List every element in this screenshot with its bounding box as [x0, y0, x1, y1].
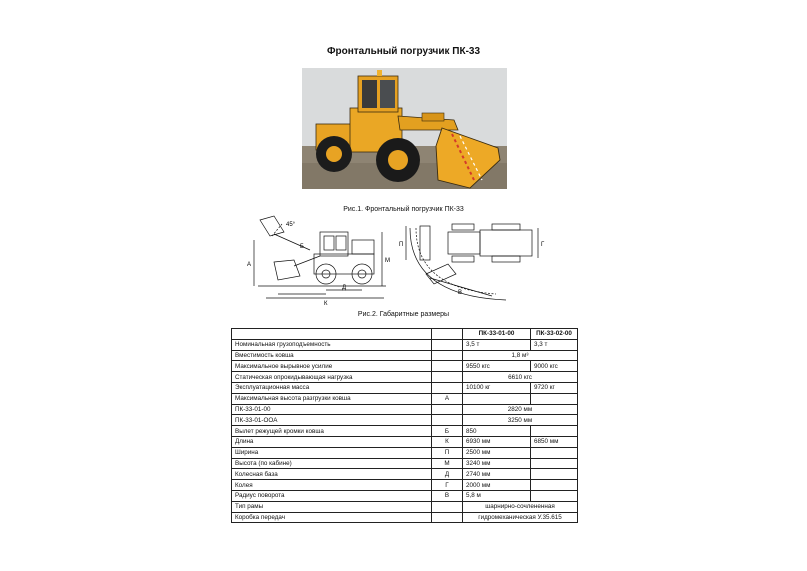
row-value-pk-33-02 — [531, 469, 578, 480]
table-row — [232, 415, 578, 426]
specifications-table-body — [232, 329, 578, 523]
row-code — [432, 404, 463, 415]
row-value-merged: 3250 мм — [463, 415, 578, 426]
row-value-pk-33-02 — [531, 458, 578, 469]
row-value-pk-33-02: 9720 кг — [531, 382, 578, 393]
row-value-merged: 2820 мм — [463, 404, 578, 415]
row-value-merged: 1,8 м³ — [463, 350, 578, 361]
table-header-row — [232, 329, 578, 340]
table-row — [232, 372, 578, 383]
row-value-pk-33-01: 9550 кгс — [463, 361, 531, 372]
dim-g-label: Г — [541, 242, 545, 248]
row-label: Высота (по кабине) — [232, 458, 432, 469]
figure-2-caption: Рис.2. Габаритные размеры — [357, 311, 450, 318]
row-code — [432, 372, 463, 383]
table-row — [232, 361, 578, 372]
row-code: М — [432, 458, 463, 469]
dim-m-label: М — [385, 258, 390, 264]
row-value-pk-33-01: 10100 кг — [463, 382, 531, 393]
table-row — [232, 469, 578, 480]
dim-k-label: К — [324, 301, 328, 306]
table-row — [232, 447, 578, 458]
row-code: К — [432, 436, 463, 447]
row-value-pk-33-02 — [531, 490, 578, 501]
row-label: Номинальная грузоподъемность — [232, 339, 432, 350]
row-value-pk-33-01: 3240 мм — [463, 458, 531, 469]
specifications-table — [231, 328, 578, 523]
row-code: В — [432, 490, 463, 501]
row-value-pk-33-02: 3,3 т — [531, 339, 578, 350]
row-label: Максимальная высота разгрузки ковша — [232, 393, 432, 404]
row-label: Ширина — [232, 447, 432, 458]
row-value-pk-33-01: 6930 мм — [463, 436, 531, 447]
dim-d-label: Д — [342, 285, 347, 291]
row-value-merged: шарнирно-сочлененная — [463, 501, 578, 512]
page-title: Фронтальный погрузчик ПК-33 — [326, 46, 481, 57]
side-view-drawing — [244, 214, 394, 306]
row-value-pk-33-01: 2500 мм — [463, 447, 531, 458]
top-view-drawing — [396, 216, 556, 306]
row-code — [432, 361, 463, 372]
row-code: Д — [432, 469, 463, 480]
table-row — [232, 512, 578, 523]
row-label: Статическая опрокидывающая нагрузка — [232, 372, 432, 383]
table-row — [232, 350, 578, 361]
row-value-pk-33-02 — [531, 447, 578, 458]
row-value-merged: 6610 кгс — [463, 372, 578, 383]
row-value-pk-33-02 — [531, 480, 578, 491]
table-row — [232, 458, 578, 469]
table-row — [232, 404, 578, 415]
table-row — [232, 436, 578, 447]
row-value-merged: гидромеханическая У.35.615 — [463, 512, 578, 523]
loader-photo — [302, 68, 507, 189]
dim-p-label: П — [399, 242, 404, 248]
row-code: П — [432, 447, 463, 458]
row-value-pk-33-01: 2740 мм — [463, 469, 531, 480]
row-label: Вместимость ковша — [232, 350, 432, 361]
figure-1-caption: Рис.1. Фронтальный погрузчик ПК-33 — [343, 206, 464, 213]
row-code — [432, 382, 463, 393]
dim-v-label: В — [458, 290, 463, 296]
row-code: Б — [432, 426, 463, 437]
row-label: Колея — [232, 480, 432, 491]
column-header-pk-33-02: ПК-33-02-00 — [531, 329, 578, 340]
row-label: ПК-33-01-OOA — [232, 415, 432, 426]
row-code — [432, 415, 463, 426]
table-row — [232, 501, 578, 512]
row-label: Радиус поворота — [232, 490, 432, 501]
row-label: Коробка передач — [232, 512, 432, 523]
row-label: Длина — [232, 436, 432, 447]
row-code — [432, 512, 463, 523]
row-label: ПК-33-01-00 — [232, 404, 432, 415]
row-value-pk-33-01 — [463, 393, 531, 404]
dim-b-label: Б — [300, 244, 304, 250]
row-value-pk-33-02: 6850 мм — [531, 436, 578, 447]
row-code — [432, 350, 463, 361]
row-code — [432, 339, 463, 350]
row-value-pk-33-01: 3,5 т — [463, 339, 531, 350]
row-label: Эксплуатационная масса — [232, 382, 432, 393]
table-row — [232, 382, 578, 393]
row-label: Колесная база — [232, 469, 432, 480]
row-label: Вылет режущей кромки ковша — [232, 426, 432, 437]
row-code: Г — [432, 480, 463, 491]
dim-a-label: А — [247, 262, 252, 268]
row-value-pk-33-01: 850 — [463, 426, 531, 437]
row-value-pk-33-02: 9000 кгс — [531, 361, 578, 372]
row-label: Максимальное вырывное усилие — [232, 361, 432, 372]
row-value-pk-33-02 — [531, 393, 578, 404]
row-label: Тип рамы — [232, 501, 432, 512]
angle-label: 45° — [286, 222, 296, 228]
table-row — [232, 480, 578, 491]
row-value-pk-33-01: 5,8 м — [463, 490, 531, 501]
table-row — [232, 426, 578, 437]
table-row — [232, 490, 578, 501]
row-code: А — [432, 393, 463, 404]
column-header-pk-33-01: ПК-33-01-00 — [463, 329, 531, 340]
row-value-pk-33-01: 2000 мм — [463, 480, 531, 491]
table-row — [232, 339, 578, 350]
table-row — [232, 393, 578, 404]
row-code — [432, 501, 463, 512]
row-value-pk-33-02 — [531, 426, 578, 437]
